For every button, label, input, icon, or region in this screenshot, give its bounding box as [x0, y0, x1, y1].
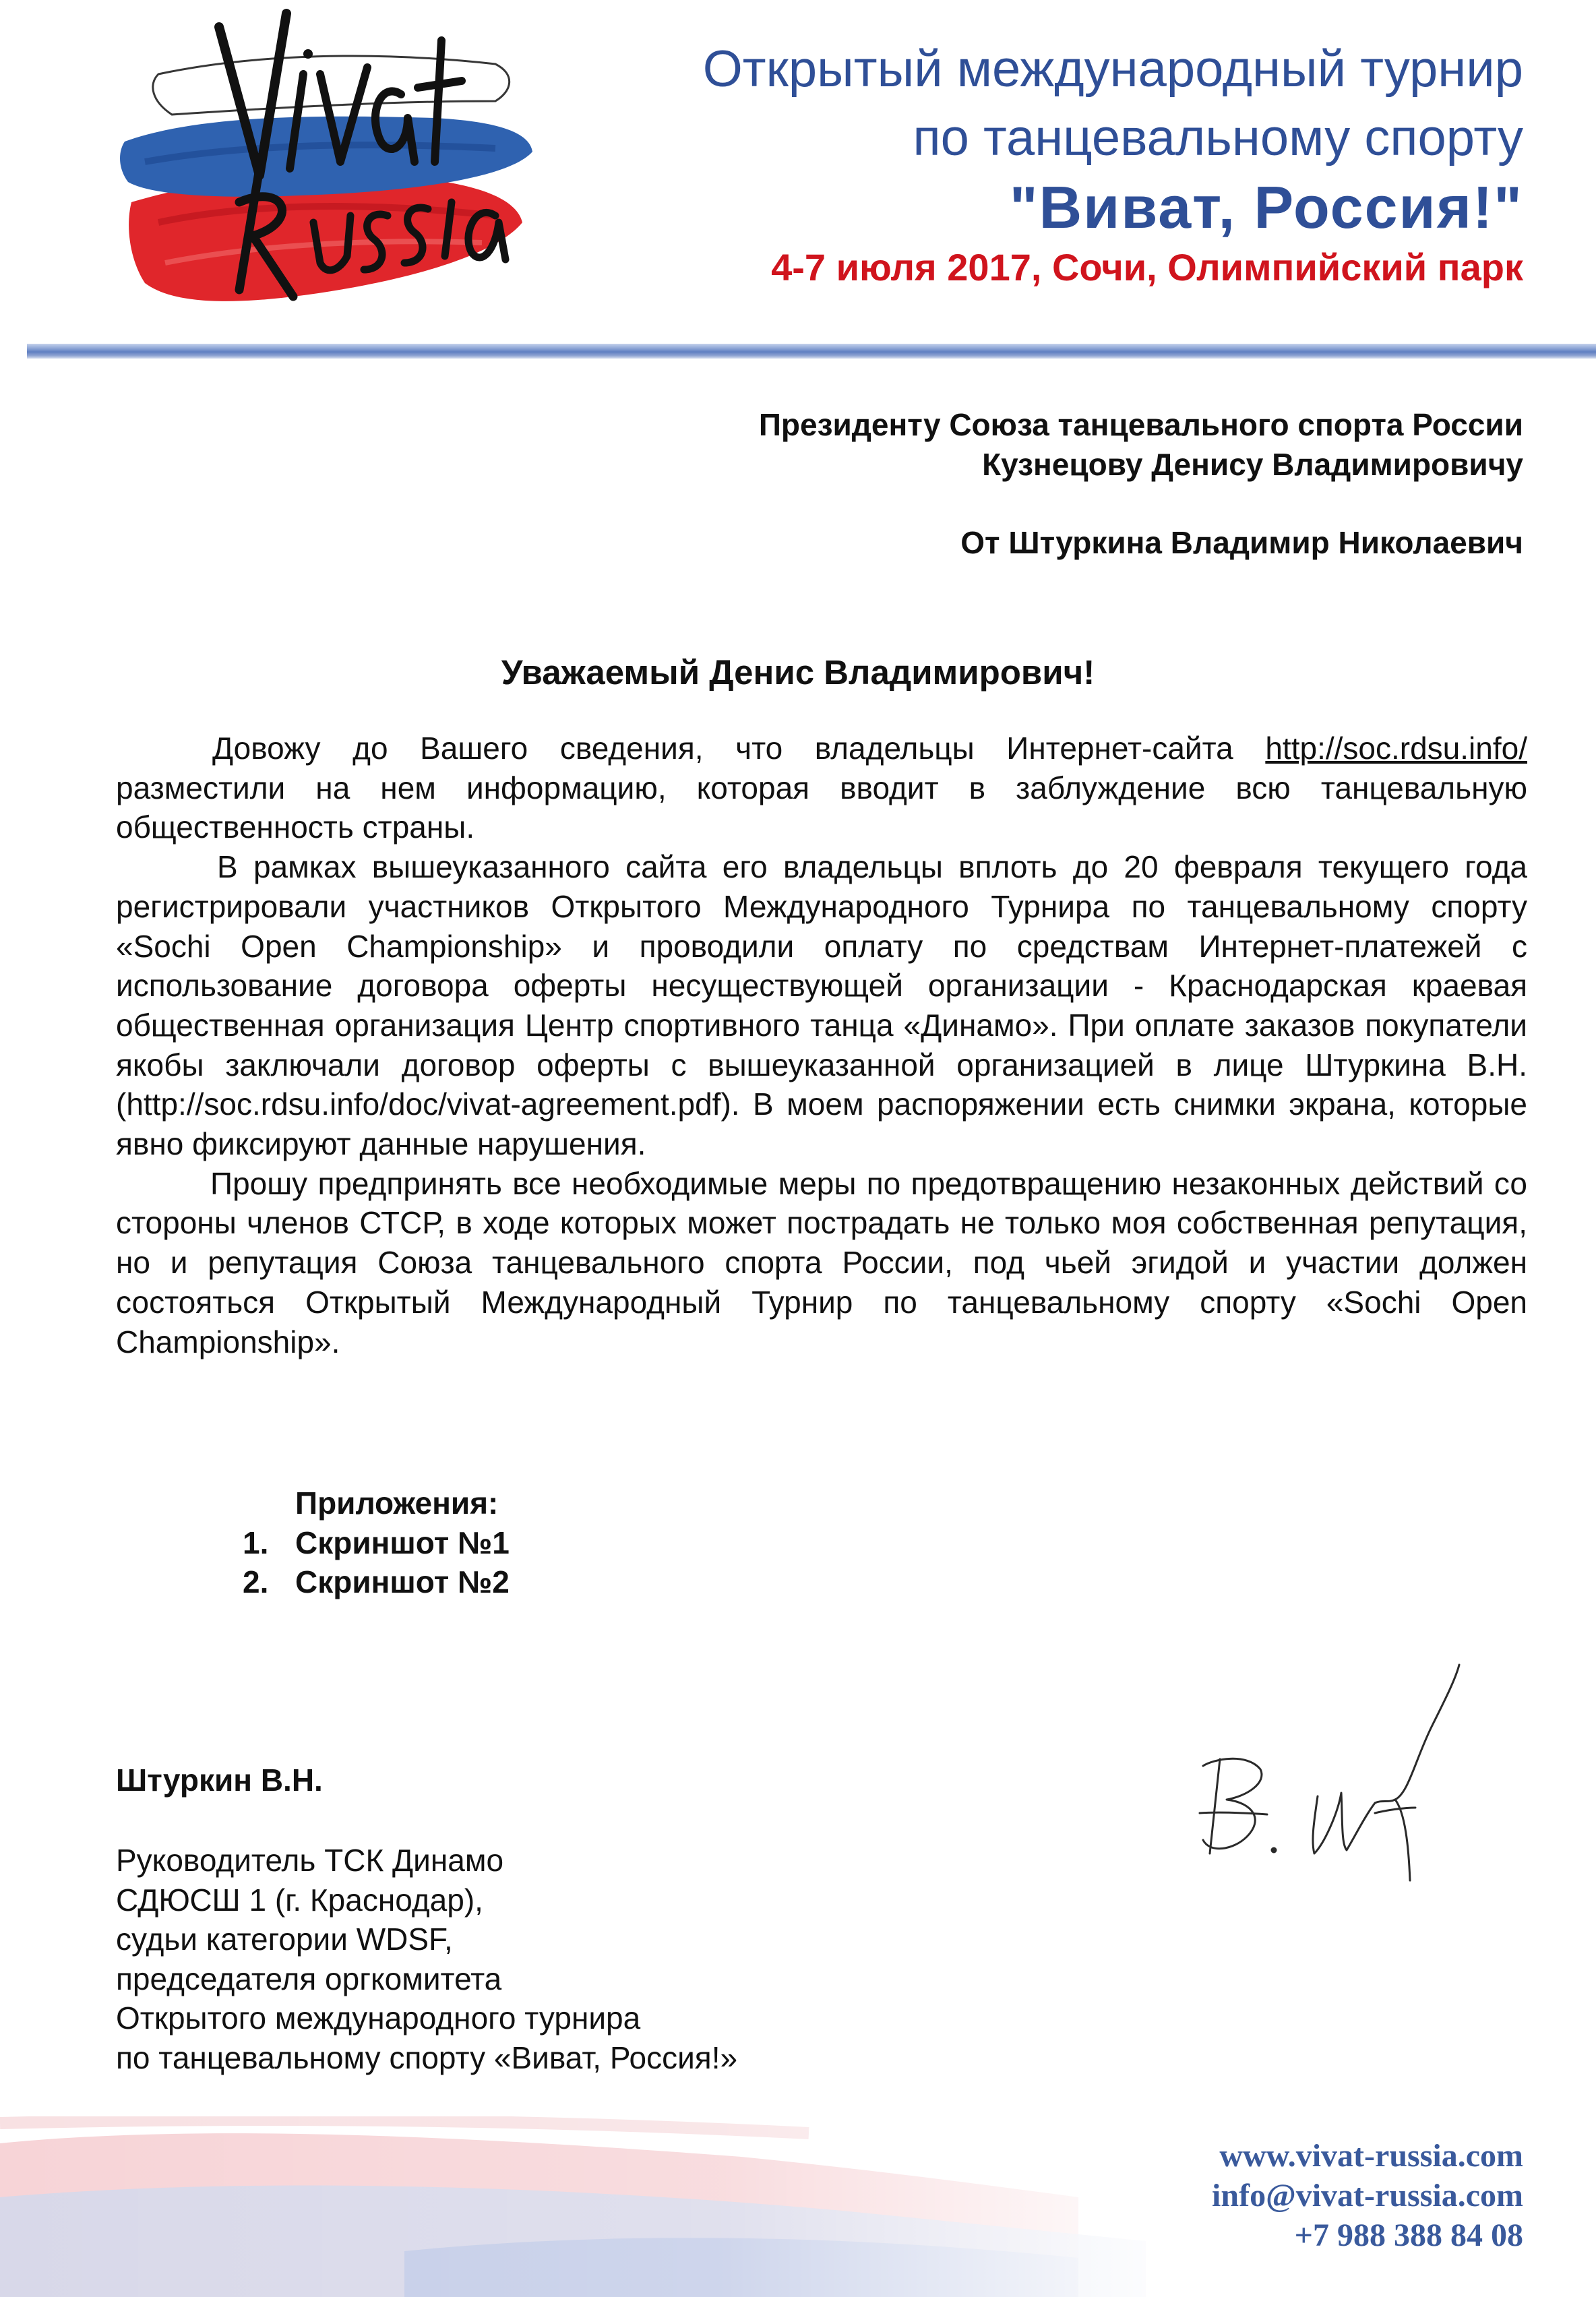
- paragraph-2: В рамках вышеуказанного сайта его владельцы вплоть до 20 февраля текущего года регистрировали участников Открытого Международного Турнира по танцевальному спорту «Sochi Open Championship» и проводили оплату по средствам Интернет-платежей с использование договора оферты несуществующей организации - Краснодарская краевая общественная организация Центр спортивного танца «Динамо». При оплате заказов покупатели якобы заключали договор оферты с вышеуказанной организацией в лице Штуркина В.Н. (http://soc.rdsu.info/doc/vivat-agreement.pdf). В моем распоряжении есть снимки экрана, которые явно фиксируют данные нарушения.: [116, 849, 1527, 1162]
- position-line: СДЮСШ 1 (г. Краснодар),: [116, 1882, 483, 1918]
- salutation: Уважаемый Денис Владимирович!: [501, 653, 1095, 692]
- tournament-title-line-2: по танцевальному спорту: [913, 109, 1523, 166]
- position-line: судьи категории WDSF,: [116, 1922, 453, 1957]
- tournament-dates-location: 4-7 июля 2017, Сочи, Олимпийский парк: [771, 246, 1523, 288]
- tournament-name: "Виват, Россия!": [1009, 174, 1523, 241]
- position-line: Руководитель ТСК Динамо: [116, 1843, 504, 1878]
- position-line: председателя оргкомитета: [116, 1961, 502, 1996]
- header-divider: [27, 344, 1596, 359]
- attachment-item: [243, 1523, 510, 1562]
- signer-position: [116, 1841, 737, 2078]
- paragraph-1-text-b: разместили на нем информацию, которая вводит в заблуждение всю танцевальную общественность страны.: [116, 770, 1527, 845]
- attachment-item: [243, 1562, 510, 1601]
- footer-email[interactable]: info@vivat-russia.com: [1212, 2178, 1523, 2213]
- attachment-number: 2.: [243, 1564, 269, 1599]
- position-line: по танцевальному спорту «Виват, Россия!»: [116, 2040, 738, 2075]
- letter-body: [116, 729, 1527, 1361]
- tournament-title-line-1: Открытый международный турнир: [702, 40, 1523, 98]
- attachment-label: Скриншот №2: [295, 1564, 510, 1599]
- recipient-name: Кузнецову Денису Владимировичу: [982, 447, 1523, 482]
- paragraph-1-text-a: Довожу до Вашего сведения, что владельцы Интернет-сайта: [212, 731, 1266, 766]
- position-line: Открытого международного турнира: [116, 2000, 641, 2036]
- signer-name: Штуркин В.Н.: [116, 1763, 323, 1798]
- vivat-russia-logo: [118, 0, 536, 317]
- paragraph-1: [116, 729, 1527, 847]
- handwritten-signature: [1173, 1658, 1490, 1914]
- footer-website[interactable]: www.vivat-russia.com: [1219, 2138, 1523, 2174]
- attachments-title: Приложения:: [295, 1486, 499, 1521]
- attachment-number: 1.: [243, 1525, 269, 1560]
- footer-phone: +7 988 388 84 08: [1294, 2217, 1523, 2253]
- sender-line: От Штуркина Владимир Николаевич: [960, 525, 1523, 560]
- site-link[interactable]: http://soc.rdsu.info/: [1265, 731, 1527, 766]
- paragraph-3: Прошу предпринять все необходимые меры по предотвращению незаконных действий со стороны членов СТСР, в ходе которых может пострадать не только моя собственная репутация, но и репутация Союза танцевального спорта России, под чьей эгидой и участии должен состояться Открытый Международный Турнир по танцевальному спорту «Sochi Open Championship».: [116, 1165, 1527, 1359]
- recipient-title: Президенту Союза танцевального спорта России: [758, 407, 1523, 442]
- attachment-label: Скриншот №1: [295, 1525, 510, 1560]
